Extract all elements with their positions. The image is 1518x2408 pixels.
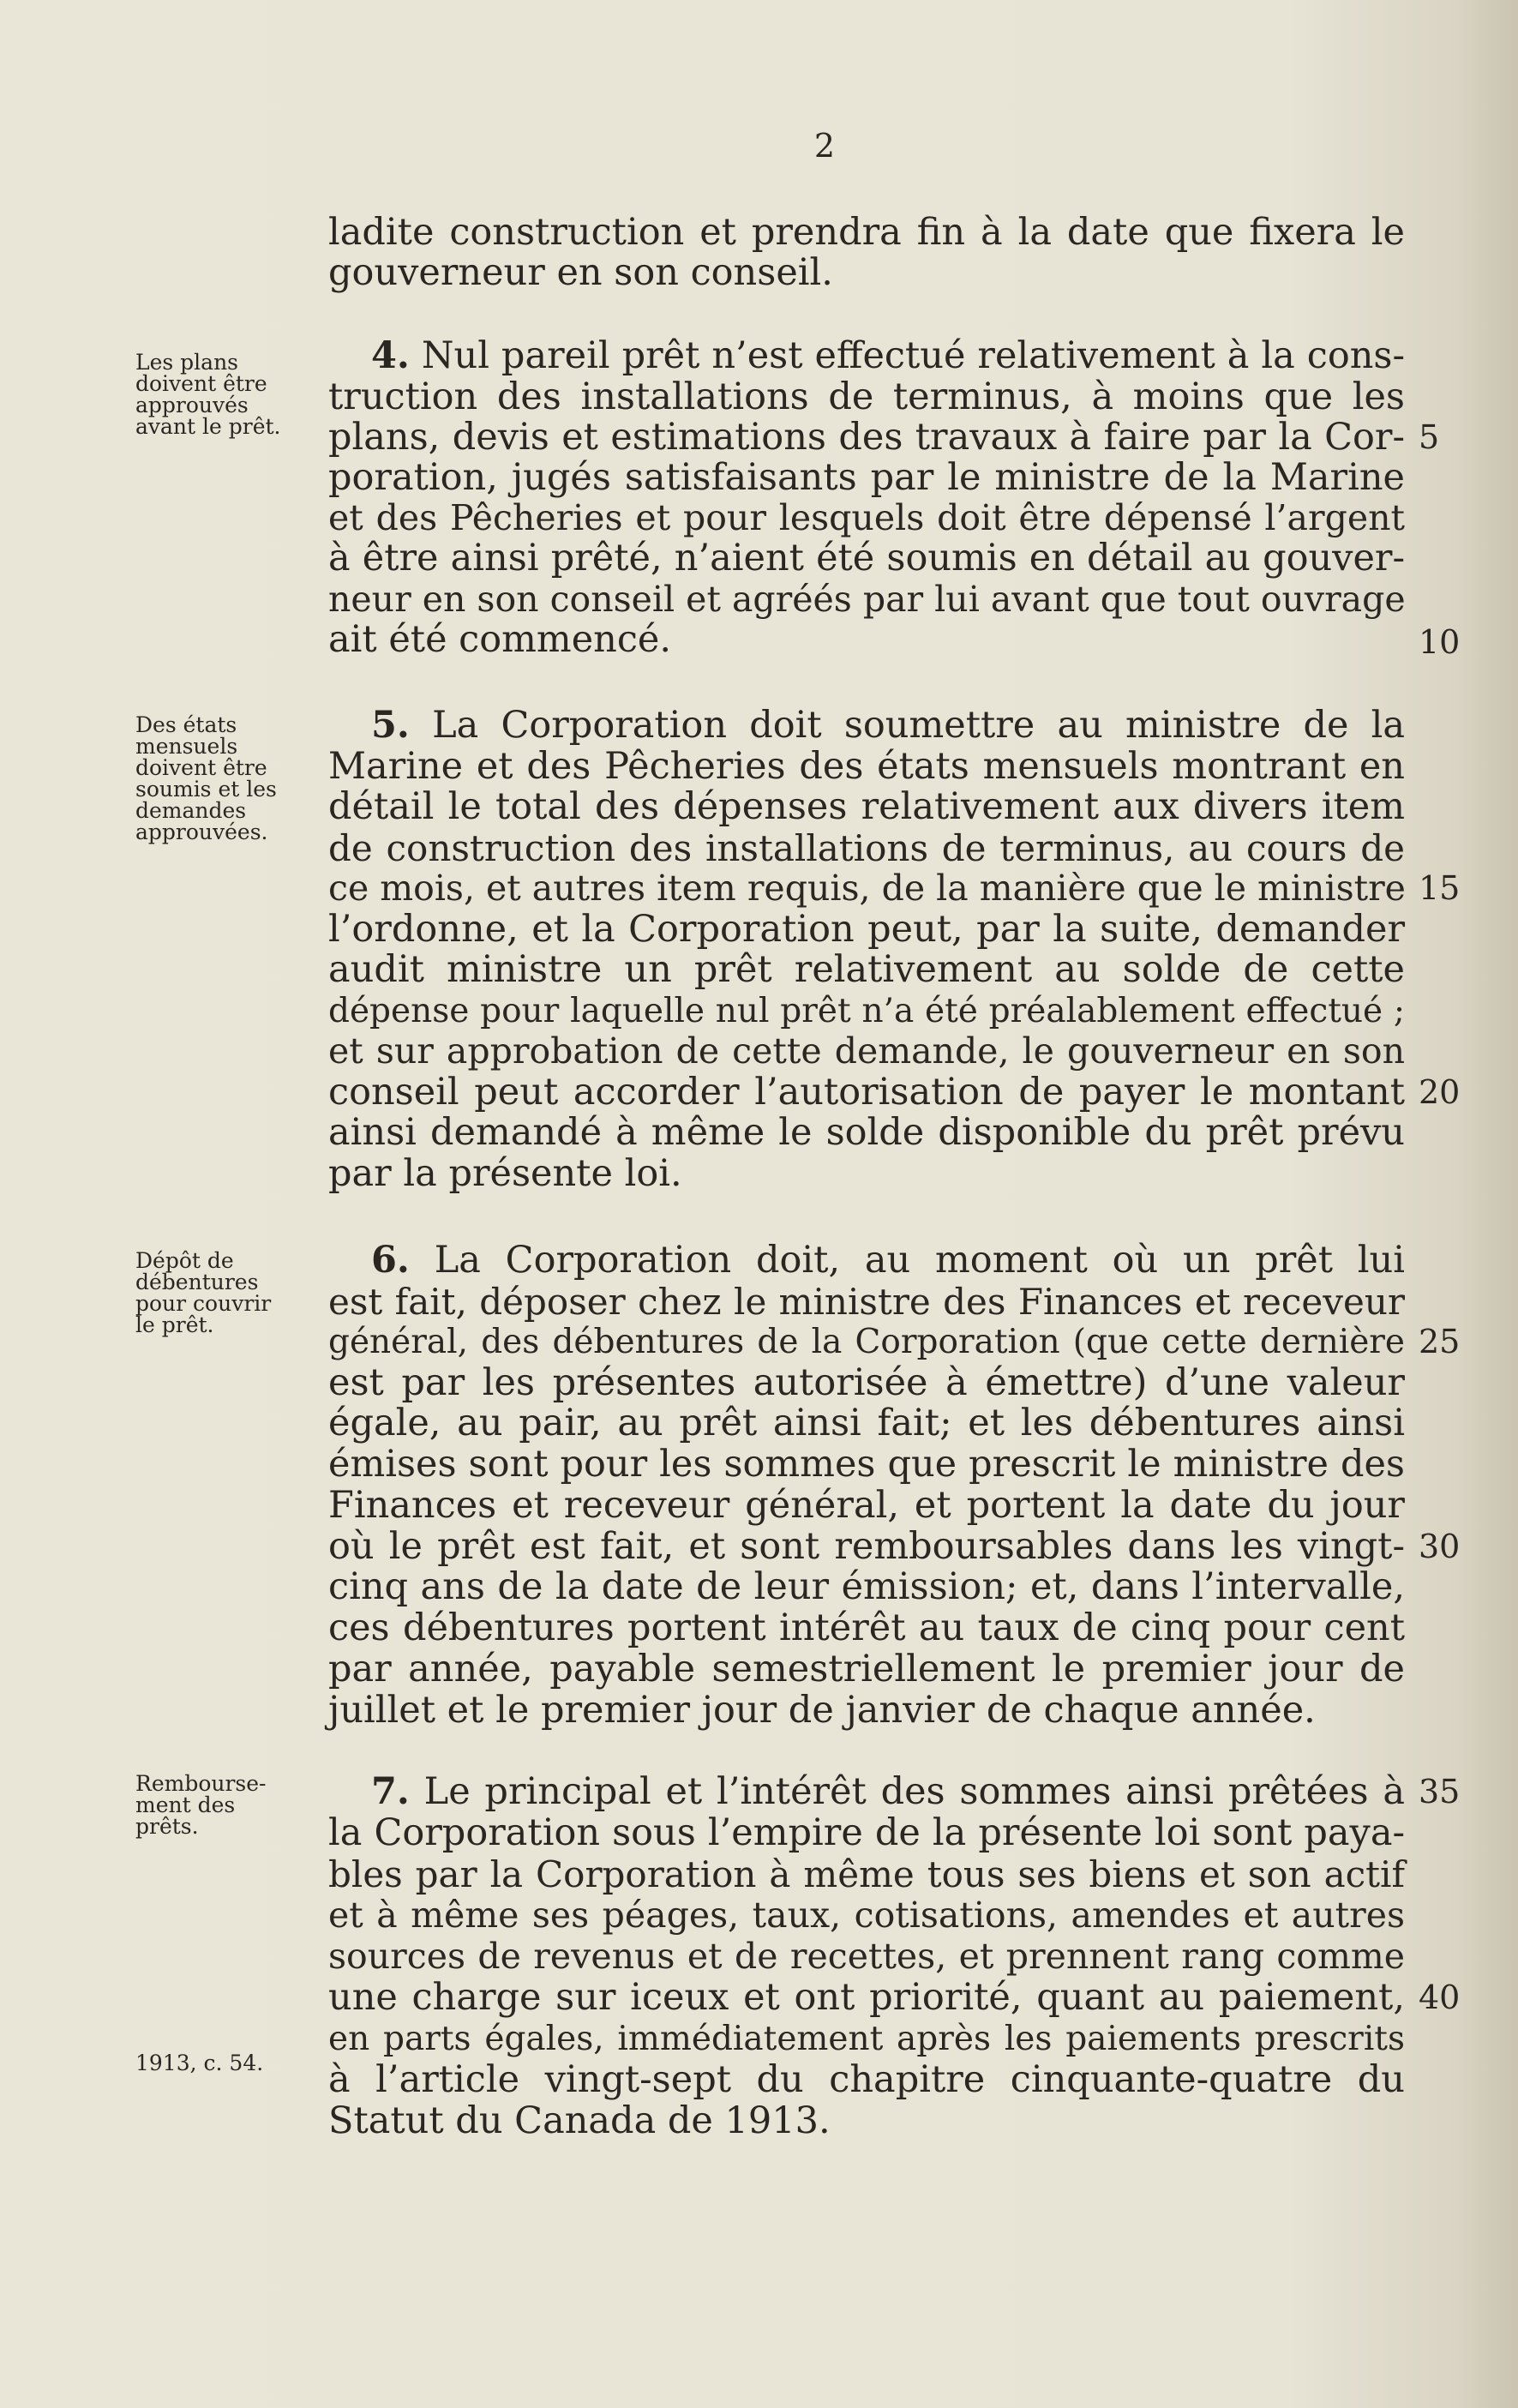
line-number: 30	[1419, 1528, 1461, 1565]
section-6-line: égale, au pair, au prêt ainsi fait; et les débentures ainsi	[328, 1402, 1405, 1444]
section-4-line	[371, 336, 1405, 376]
section-7-line: la Corporation sous l’empire de la présente loi sont paya-	[328, 1811, 1405, 1854]
section-number: 5.	[371, 704, 410, 747]
margin-note-line: Rembourse-	[135, 1771, 267, 1796]
section-text: Le principal et l’intérêt des sommes ainsi prêtées à	[423, 1770, 1405, 1813]
margin-note-line: doivent être	[135, 755, 267, 780]
line-number: 25	[1419, 1323, 1461, 1360]
section-text: La Corporation doit soumettre au ministre de la	[432, 704, 1406, 747]
section-5-line: conseil peut accorder l’autorisation de payer le montant	[328, 1071, 1405, 1114]
section-5-line: l’ordonne, et la Corporation peut, par la suite, demander	[328, 908, 1405, 951]
margin-note-line: approuvés	[135, 393, 249, 417]
section-6-line: où le prêt est fait, et sont remboursables dans les vingt-	[328, 1525, 1405, 1568]
margin-note-line: Les plans	[135, 350, 239, 375]
margin-note-line: avant le prêt.	[135, 414, 281, 439]
margin-note-section-4	[135, 351, 320, 437]
section-6-line: émises sont pour les sommes que prescrit le ministre des	[328, 1443, 1405, 1486]
section-5-line: Marine et des Pêcheries des états mensuels montrant en	[328, 745, 1405, 788]
intro-line: ladite construction et prendra fin à la date que fixera le	[328, 211, 1405, 254]
margin-note-section-7	[135, 1773, 320, 1837]
section-5-line: détail le total des dépenses relativement aux divers item	[328, 785, 1405, 828]
section-4-line: et des Pêcheries et pour lesquels doit être dépensé l’argent	[328, 497, 1405, 538]
margin-note-line: demandes	[135, 798, 247, 823]
section-7-line: bles par la Corporation à même tous ses biens et son actif	[328, 1853, 1405, 1895]
section-5-line: de construction des installations de terminus, au cours de	[328, 827, 1405, 869]
section-5-line: audit ministre un prêt relativement au solde de cette	[328, 948, 1405, 991]
margin-note-line: approuvées.	[135, 820, 268, 844]
margin-note-line: Des états	[135, 712, 237, 737]
section-6-line: ces débentures portent intérêt au taux de cinq pour cent	[328, 1606, 1405, 1649]
line-number: 35	[1419, 1773, 1461, 1811]
section-5-line: par la présente loi.	[328, 1152, 682, 1195]
margin-note-line: pour couvrir	[135, 1291, 272, 1316]
margin-note-line: le prêt.	[135, 1312, 214, 1337]
section-5-line	[371, 706, 1405, 746]
section-number: 4.	[371, 334, 410, 377]
margin-note-line: ment des	[135, 1792, 236, 1817]
section-7-line: une charge sur iceux et ont priorité, quant au paiement,	[328, 1976, 1405, 2019]
line-number: 5	[1419, 418, 1440, 456]
section-4-line: poration, jugés satisfaisants par le ministre de la Marine	[328, 456, 1405, 499]
section-7-line	[371, 1772, 1405, 1812]
section-number: 6.	[371, 1239, 410, 1282]
section-7-line: Statut du Canada de 1913.	[328, 2099, 831, 2142]
page-number: 2	[813, 127, 836, 165]
section-number: 7.	[371, 1770, 410, 1813]
citation-note: 1913, c. 54.	[135, 2051, 264, 2075]
line-number: 10	[1419, 623, 1461, 661]
section-4-line: à être ainsi prêté, n’aient été soumis en détail au gouver-	[328, 537, 1405, 579]
margin-note-section-5	[135, 714, 320, 843]
line-number: 40	[1419, 1979, 1461, 2016]
line-number: 15	[1419, 869, 1461, 907]
margin-note-line: mensuels	[135, 734, 238, 759]
section-4-line: plans, devis et estimations des travaux à faire par la Cor-	[328, 416, 1405, 459]
section-4-line: ait été commencé.	[328, 618, 672, 661]
section-7-line: en parts égales, immédiatement après les paiements prescrits	[328, 2020, 1405, 2058]
section-6-line: est par les présentes autorisée à émettre) d’une valeur	[328, 1361, 1405, 1404]
section-6-line: Finances et receveur général, et portent la date du jour	[328, 1484, 1405, 1527]
line-number: 20	[1419, 1073, 1461, 1111]
margin-note-line: Dépôt de	[135, 1248, 234, 1273]
section-6-line: général, des débentures de la Corporation (que cette dernière	[328, 1323, 1405, 1361]
section-6-line	[371, 1240, 1405, 1281]
section-5-line: et sur approbation de cette demande, le gouverneur en son	[328, 1030, 1405, 1072]
section-6-line: juillet et le premier jour de janvier de chaque année.	[328, 1689, 1316, 1732]
margin-note-line: soumis et les	[135, 777, 277, 802]
section-text: Nul pareil prêt n’est effectué relativement à la cons-	[421, 334, 1405, 377]
section-4-line: neur en son conseil et agréés par lui avant que tout ouvrage	[328, 579, 1406, 620]
margin-note-section-6	[135, 1250, 320, 1336]
section-text: La Corporation doit, au moment où un prêt lui	[434, 1239, 1405, 1282]
section-4-line: truction des installations de terminus, à moins que les	[328, 375, 1405, 418]
section-6-line: cinq ans de la date de leur émission; et, dans l’intervalle,	[328, 1565, 1405, 1608]
margin-note-line: débentures	[135, 1270, 259, 1294]
section-7-line: et à même ses péages, taux, cotisations, amendes et autres	[328, 1895, 1405, 1936]
section-7-line: à l’article vingt-sept du chapitre cinquante-quatre du	[328, 2058, 1405, 2101]
section-6-line: par année, payable semestriellement le premier jour de	[328, 1648, 1405, 1690]
margin-note-line: doivent être	[135, 371, 267, 396]
section-5-line: ainsi demandé à même le solde disponible du prêt prévu	[328, 1111, 1405, 1154]
section-5-line: dépense pour laquelle nul prêt n’a été préalablement effectué ;	[328, 992, 1405, 1030]
section-7-line: sources de revenus et de recettes, et prennent rang comme	[328, 1936, 1405, 1977]
intro-line: gouverneur en son conseil.	[328, 251, 833, 294]
section-5-line: ce mois, et autres item requis, de la manière que le ministre	[328, 868, 1406, 909]
section-6-line: est fait, déposer chez le ministre des Finances et receveur	[328, 1281, 1405, 1323]
margin-note-line: prêts.	[135, 1814, 199, 1839]
